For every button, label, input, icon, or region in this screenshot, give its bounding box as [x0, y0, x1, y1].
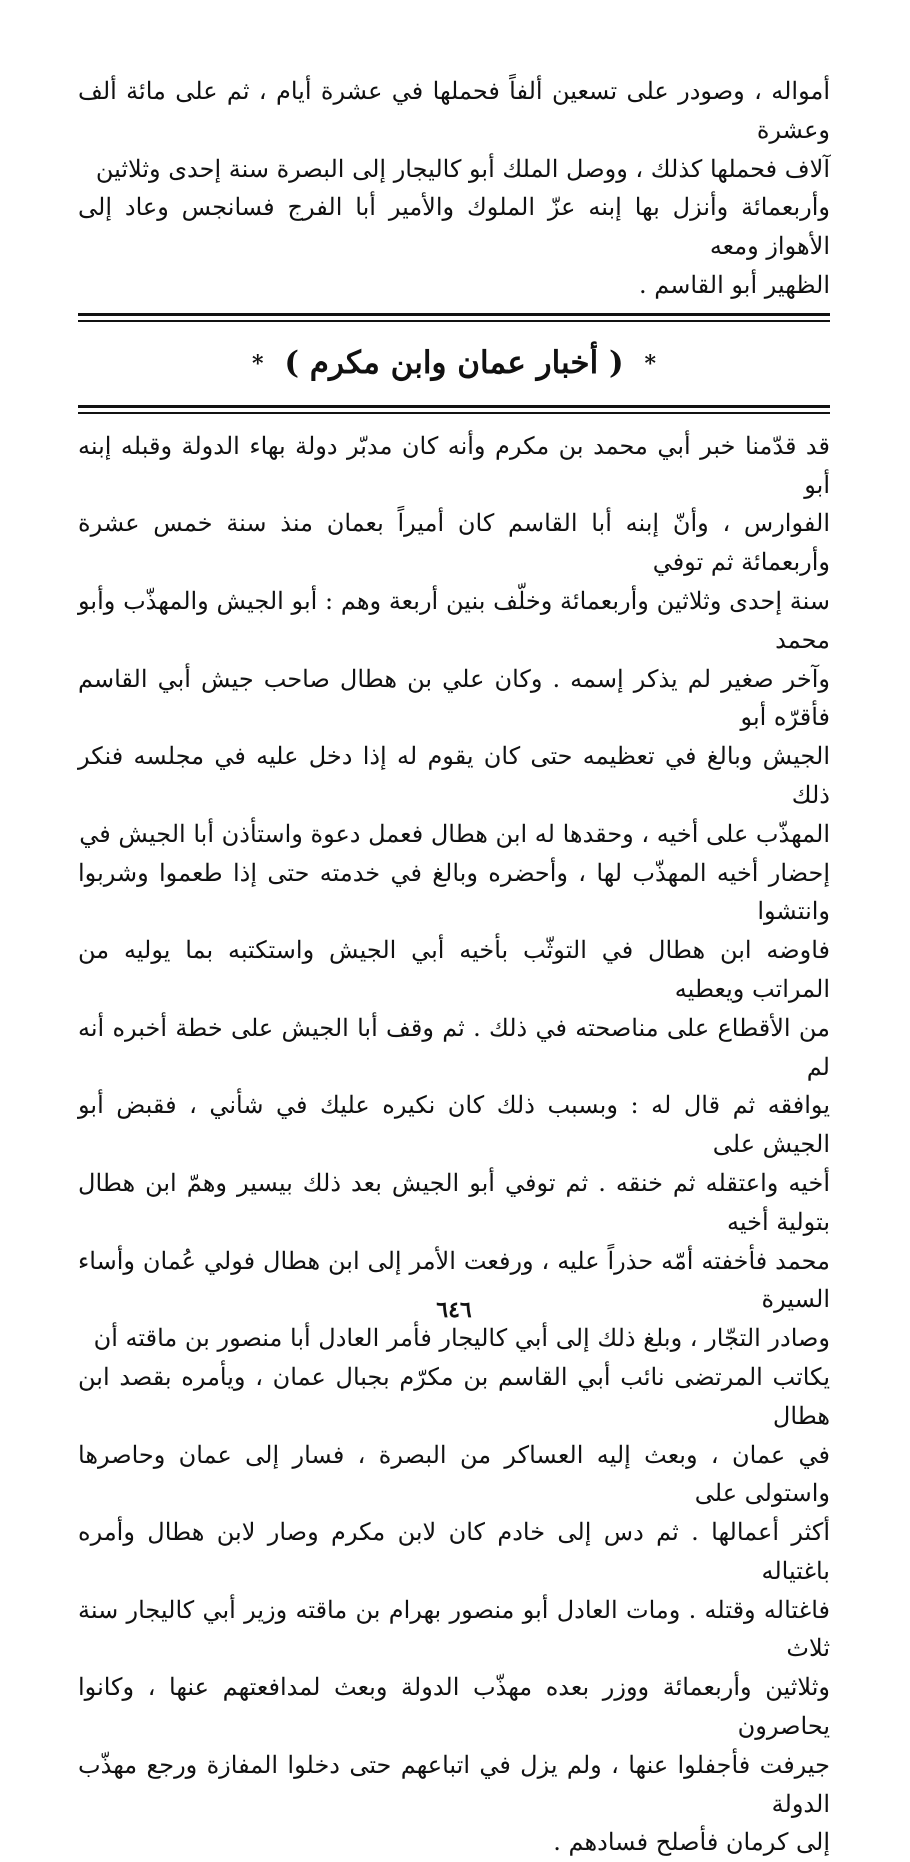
text-line: آلاف فحملها كذلك ، ووصل الملك أبو كاليجار إلى البصرة سنة إحدى وثلاثين	[95, 154, 830, 183]
star-ornament-icon: *	[644, 351, 656, 378]
text-line: يوافقه ثم قال له : وبسبب ذلك كان نكيره عليك في شأني ، فقبض أبو الجيش على	[78, 1091, 830, 1159]
text-line: سنة إحدى وثلاثين وأربعمائة وخلّف بنين أربعة وهم : أبو الجيش والمهذّب وأبو محمد	[78, 586, 830, 654]
section-title: ( أخبار عمان وابن مكرم )	[284, 344, 624, 381]
text-line: جيرفت فأجفلوا عنها ، ولم يزل في اتباعهم حتى دخلوا المفازة ورجع مهذّب الدولة	[78, 1750, 830, 1818]
rule-line	[78, 412, 830, 414]
text-line: الظهير أبو القاسم .	[639, 270, 830, 299]
star-ornament-icon: *	[252, 351, 264, 378]
book-page	[78, 72, 831, 1857]
page-number: ٦٤٦	[436, 1297, 472, 1323]
text-line: إحضار أخيه المهذّب لها ، وأحضره وبالغ في خدمته حتى إذا طعموا وشربوا وانتشوا	[78, 858, 830, 926]
text-line: الفوارس ، وأنّ إبنه أبا القاسم كان أميراً بعمان منذ سنة خمس عشرة وأربعمائة ثم توفي	[78, 509, 830, 577]
main-paragraph	[78, 427, 830, 1862]
text-line: قد قدّمنا خبر أبي محمد بن مكرم وأنه كان مدبّر دولة بهاء الدولة وقبله إبنه أبو	[78, 431, 830, 499]
bottom-double-rule	[78, 405, 830, 415]
top-paragraph	[78, 72, 830, 305]
text-line: أمواله ، وصودر على تسعين ألفاً فحملها في عشرة أيام ، ثم على مائة ألف وعشرة	[78, 77, 830, 144]
text-line: وثلاثين وأربعمائة ووزر بعده مهذّب الدولة وبعث لمدافعتهم عنها ، وكانوا يحاصرون	[78, 1673, 831, 1741]
rule-line	[78, 405, 830, 408]
text-line: وآخر صغير لم يذكر إسمه . وكان علي بن هطال صاحب جيش أبي القاسم فأقرّه أبو	[78, 664, 830, 732]
text-line: من الأقطاع على مناصحته في ذلك . ثم وقف أبا الجيش على خطة أخبره أنه لم	[78, 1013, 830, 1081]
top-double-rule	[78, 313, 830, 323]
text-line: فاغتاله وقتله . ومات العادل أبو منصور بهرام بن ماقته وزير أبي كاليجار سنة ثلاث	[78, 1595, 830, 1663]
text-line: فاوضه ابن هطال في التوثّب بأخيه أبي الجيش واستكتبه بما يوليه من المراتب ويعطيه	[78, 936, 830, 1003]
text-line: وصادر التجّار ، وبلغ ذلك إلى أبي كاليجار فأمر العادل أبا منصور بن ماقته أن	[93, 1324, 830, 1353]
text-line: أكثر أعمالها . ثم دس إلى خادم كان لابن مكرم وصار لابن هطال وأمره باغتياله	[78, 1518, 830, 1585]
rule-line	[78, 313, 830, 316]
text-line: محمد فأخفته أمّه حذراً عليه ، ورفعت الأمر إلى ابن هطال فولي عُمان وأساء السيرة	[78, 1246, 830, 1314]
text-line: الجيش وبالغ في تعظيمه حتى كان يقوم له إذا دخل عليه في مجلسه فنكر ذلك	[78, 742, 830, 809]
text-line: المهذّب على أخيه ، وحقدها له ابن هطال فعمل دعوة واستأذن أبا الجيش في	[79, 819, 830, 848]
text-line: في عمان ، وبعث إليه العساكر من البصرة ، فسار إلى عمان وحاصرها واستولى على	[78, 1440, 830, 1508]
text-line: إلى كرمان فأصلح فسادهم .	[553, 1828, 830, 1857]
rule-line	[78, 320, 830, 322]
text-line: وأربعمائة وأنزل بها إبنه عزّ الملوك والأمير أبا الفرج فسانجس وعاد إلى الأهواز ومعه	[78, 193, 830, 261]
section-heading	[78, 323, 830, 405]
text-line: يكاتب المرتضى نائب أبي القاسم بن مكرّم بجبال عمان ، ويأمره بقصد ابن هطال	[78, 1362, 830, 1430]
text-line: أخيه واعتقله ثم خنقه . ثم توفي أبو الجيش بعد ذلك بيسير وهمّ ابن هطال بتولية أخيه	[78, 1168, 830, 1236]
